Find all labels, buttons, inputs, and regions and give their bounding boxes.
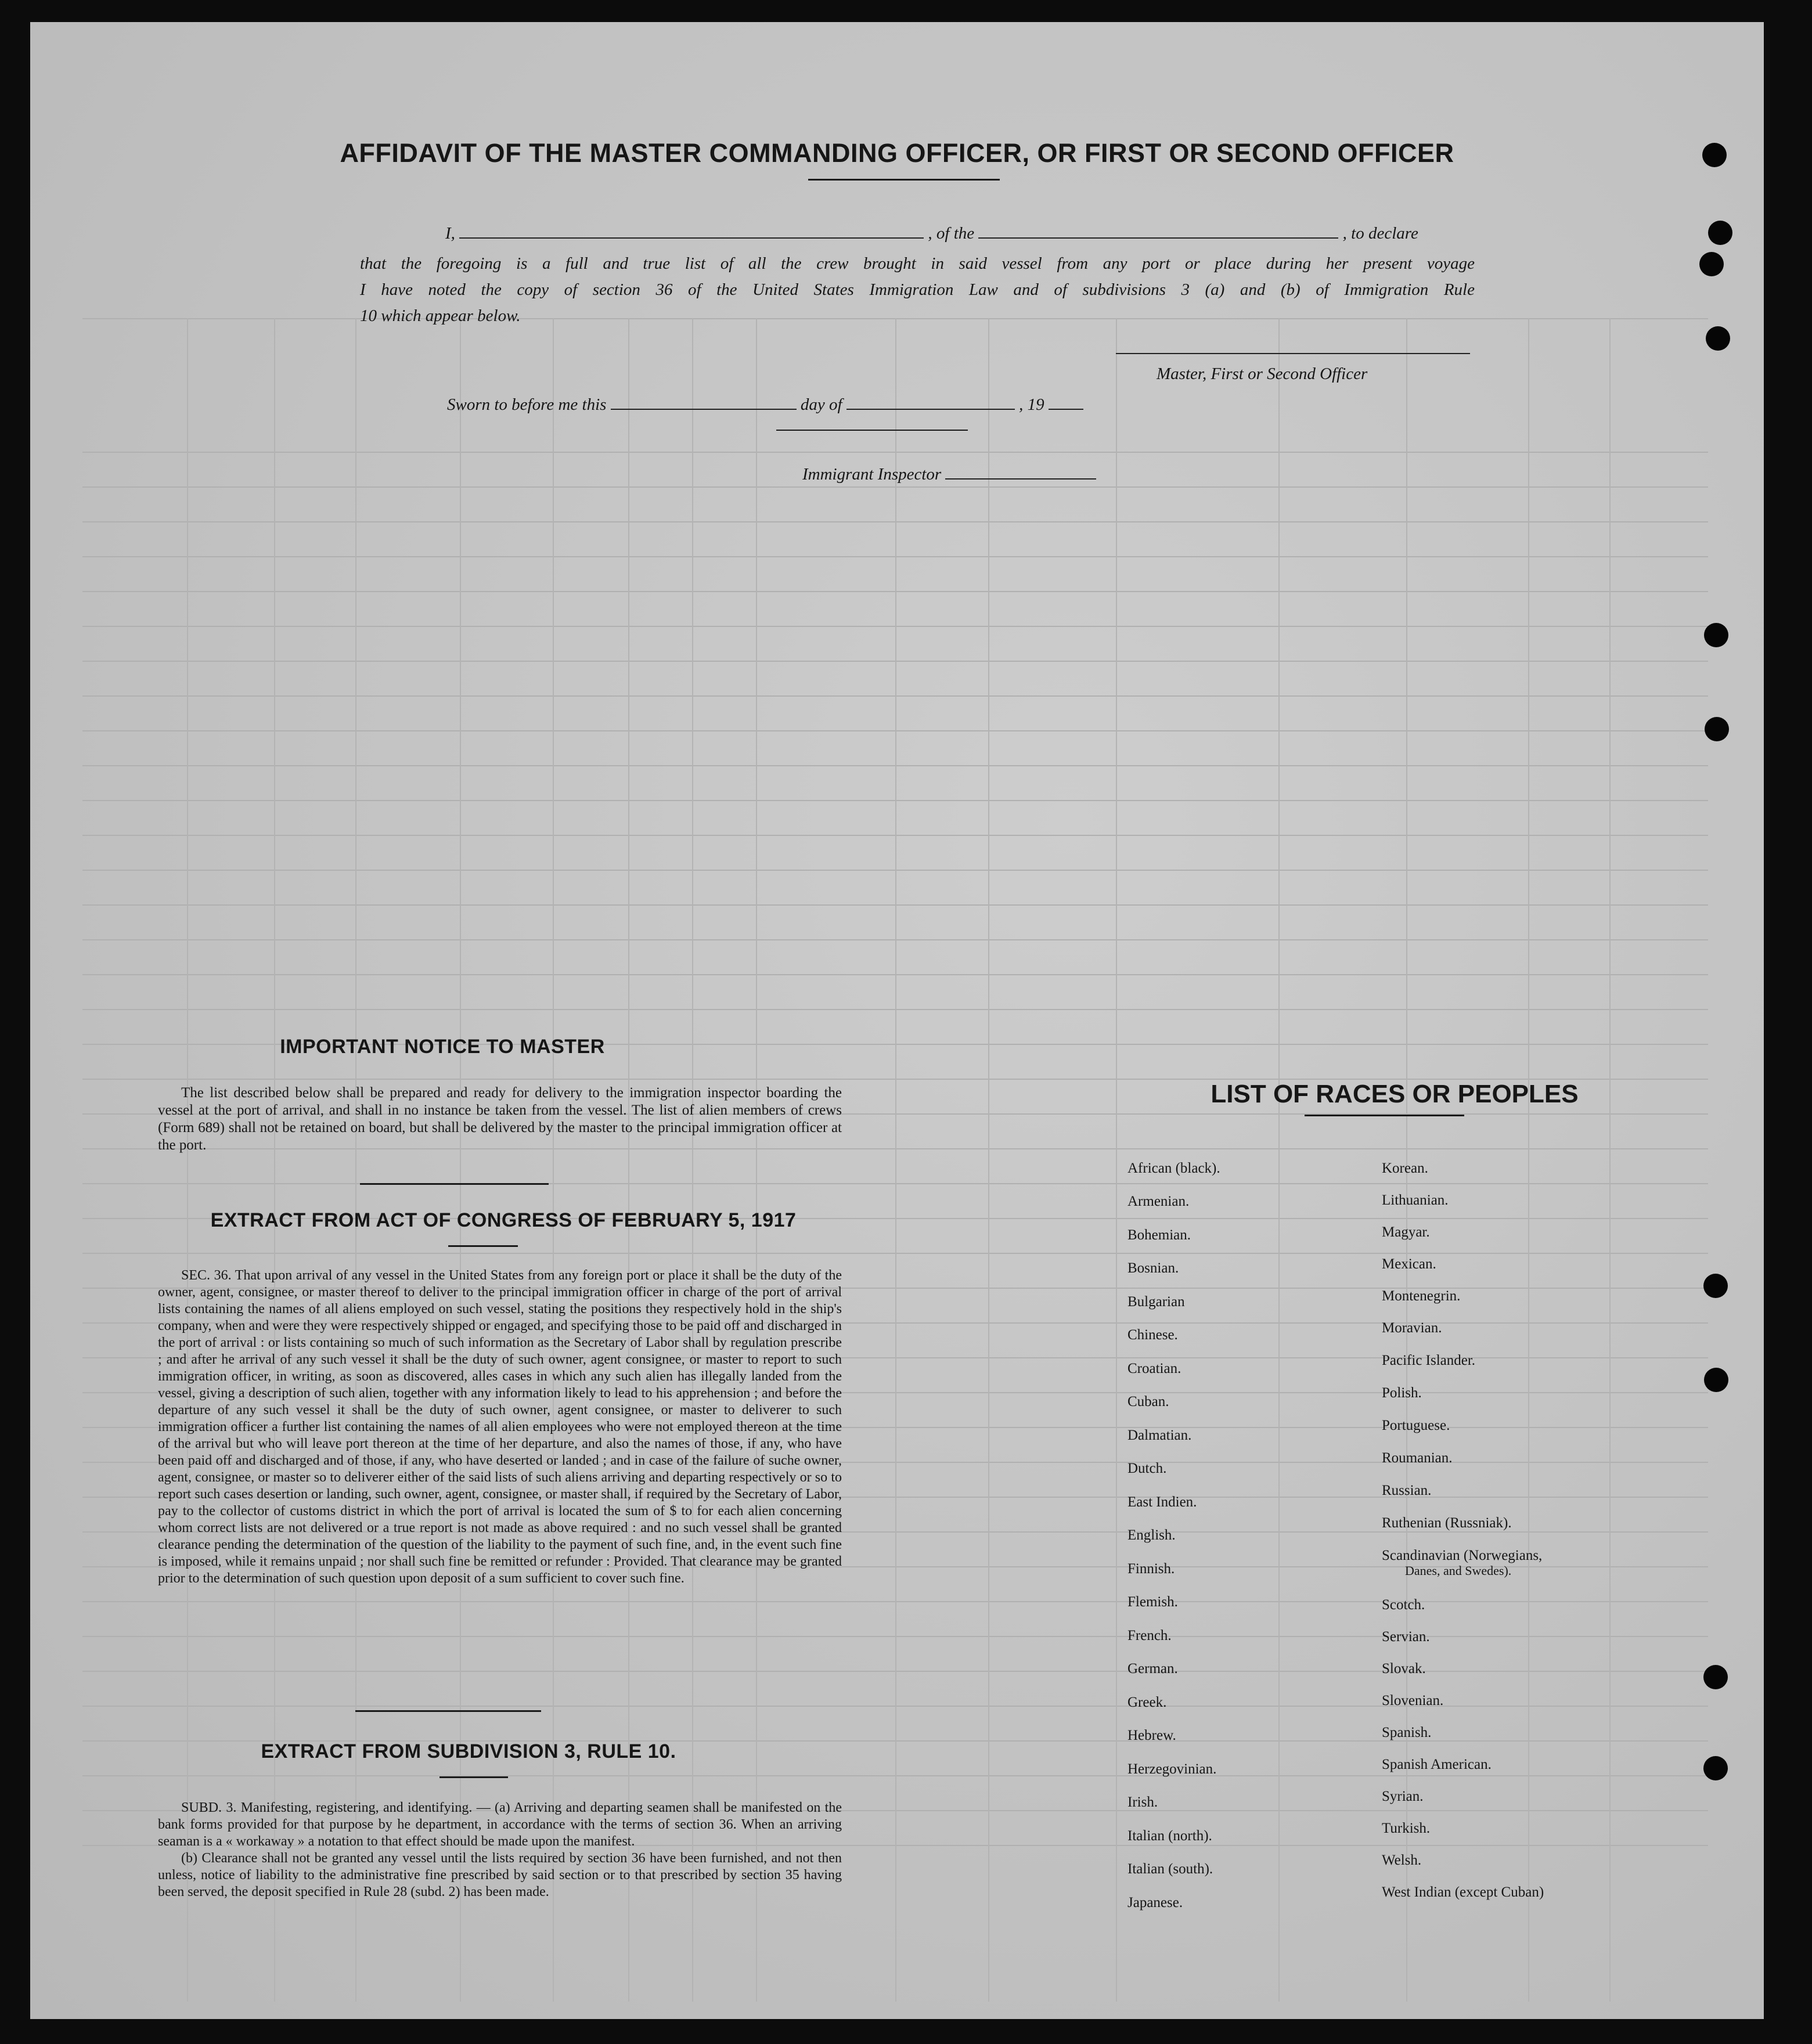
race-item: French. (1127, 1628, 1172, 1643)
punch-hole (1705, 717, 1729, 741)
race-item: Slovak. (1382, 1661, 1426, 1677)
act-rule (448, 1245, 518, 1247)
race-item: Flemish. (1127, 1594, 1178, 1610)
race-scandinavian-line-2: Danes, and Swedes). (1405, 1563, 1512, 1578)
affidavit-line-4: 10 which appear below. (360, 307, 521, 325)
affidavit-line-3: I have noted the copy of section 36 of the United States Immigration Law and of subdivisions 3 (a) and (b) of Immigration Rule (360, 280, 1475, 299)
race-item: Welsh. (1382, 1852, 1422, 1868)
race-item: Italian (north). (1127, 1828, 1212, 1844)
punch-hole (1708, 221, 1732, 245)
rule-title: EXTRACT FROM SUBDIVISION 3, RULE 10. (261, 1740, 676, 1762)
punch-hole (1704, 623, 1728, 647)
notice-title: IMPORTANT NOTICE TO MASTER (280, 1036, 605, 1058)
race-item: Pacific Islander. (1382, 1353, 1476, 1368)
race-item: Turkish. (1382, 1821, 1431, 1836)
race-item: Bohemian. (1127, 1227, 1191, 1243)
race-scandinavian-line-1: Scandinavian (Norwegians, (1382, 1548, 1543, 1563)
race-item: Japanese. (1127, 1895, 1183, 1910)
act-text (158, 1267, 842, 1587)
sworn-line (447, 394, 1083, 414)
race-item: Portuguese. (1382, 1418, 1450, 1433)
sworn-rule (776, 430, 968, 431)
race-item: Chinese. (1127, 1327, 1178, 1343)
race-item: Polish. (1382, 1385, 1422, 1401)
sworn-day-field[interactable] (611, 394, 797, 410)
race-item: West Indian (except Cuban) (1382, 1884, 1544, 1900)
race-item-scandinavian (1382, 1548, 1542, 1578)
race-item: Armenian. (1127, 1194, 1190, 1209)
race-item: German. (1127, 1661, 1178, 1677)
race-item: Finnish. (1127, 1561, 1175, 1577)
signature-label: Master, First or Second Officer (1157, 365, 1368, 383)
vessel-name-field[interactable] (978, 222, 1338, 239)
rule-paragraph-a: SUBD. 3. Manifesting, registering, and identifying. — (a) Arriving and departing seamen shall be manifested on the bank forms provided for that purpose by he department, in accordance with the terms of section 36. When an arriving seaman is a « workaway » a notation to that effect should be made upon the manifest. (158, 1800, 842, 1849)
race-item: Roumanian. (1382, 1450, 1453, 1466)
act-title: EXTRACT FROM ACT OF CONGRESS OF FEBRUARY 5, 1917 (210, 1209, 797, 1231)
inspector-signature-field[interactable] (945, 463, 1096, 480)
race-item: Montenegrin. (1382, 1288, 1461, 1304)
punch-hole (1703, 1274, 1728, 1298)
race-item: Magyar. (1382, 1224, 1430, 1240)
race-item: Mexican. (1382, 1256, 1436, 1272)
race-item: Croatian. (1127, 1361, 1181, 1376)
punch-hole (1699, 252, 1724, 276)
race-item: East Indien. (1127, 1494, 1197, 1510)
races-rule (1305, 1115, 1464, 1116)
title-rule (808, 179, 1000, 181)
punch-hole (1703, 1756, 1728, 1780)
race-item: Bulgarian (1127, 1294, 1185, 1310)
race-item: Irish. (1127, 1794, 1158, 1810)
rule-text (158, 1800, 842, 1901)
officer-signature-field[interactable] (1116, 336, 1470, 354)
rule-title-rule (440, 1776, 508, 1778)
race-item: Syrian. (1382, 1789, 1424, 1804)
day-of-label: day of (800, 395, 842, 414)
year-label: , 19 (1019, 395, 1044, 414)
show-through-background (30, 22, 1764, 2019)
notice-rule (360, 1183, 549, 1185)
race-item: African (black). (1127, 1160, 1220, 1176)
punch-hole (1702, 143, 1727, 167)
race-item: English. (1127, 1527, 1176, 1543)
rule-paragraph-b: (b) Clearance shall not be granted any vessel until the lists required by section 36 have been furnished, and not then unless, notice of liability to the administrative fine prescribed by said section or to that prescribed by section 35 having been served, the deposit specified in Rule 28 (subd. 2) has been made. (158, 1851, 842, 1899)
race-item: Scotch. (1382, 1597, 1425, 1613)
punch-hole (1704, 1368, 1728, 1392)
race-item: Dalmatian. (1127, 1427, 1192, 1443)
affidavit-line-2: that the foregoing is a full and true list of all the crew brought in said vessel from any port or place during her present voyage (360, 254, 1475, 273)
affidavit-declare: , to declare (1342, 224, 1418, 243)
race-item: Dutch. (1127, 1461, 1167, 1476)
race-item: Herzegovinian. (1127, 1761, 1217, 1777)
master-name-field[interactable] (459, 222, 924, 239)
affidavit-line-1 (445, 222, 1418, 243)
document-page (30, 22, 1764, 2019)
sworn-month-field[interactable] (846, 394, 1015, 410)
sworn-year-field[interactable] (1049, 394, 1083, 410)
race-item: Lithuanian. (1382, 1192, 1449, 1208)
affidavit-of-the: , of the (928, 224, 975, 243)
inspector-label: Immigrant Inspector (802, 465, 942, 484)
sworn-label: Sworn to before me this (447, 395, 607, 414)
notice-paragraph: The list described below shall be prepared and ready for delivery to the immigration inspector boarding the vessel at the port of arrival, and shall in no instance be taken from the vessel. The list of alien members of crews (Form 689) shall not be retained on board, but shall be delivered by the master to the principal immigration officer at the port. (158, 1085, 842, 1153)
notice-text (158, 1084, 842, 1154)
race-item: Russian. (1382, 1483, 1432, 1498)
race-item: Spanish American. (1382, 1757, 1492, 1772)
race-item: Servian. (1382, 1629, 1430, 1645)
race-item: Italian (south). (1127, 1861, 1213, 1877)
punch-hole (1706, 326, 1730, 351)
act-paragraph: SEC. 36. That upon arrival of any vessel in the United States from any foreign port or place it shall be the duty of the owner, agent, consignee, or master thereof to deliver to the principal immigration officer in charge of the port of arrival lists containing the names of all aliens employed on such vessel, stating the positions they respectively hold in the ship's company, when and were they were respectively shipped or engaged, and specifying those to be paid off and discharged in the port of arrival : or lists containing so much of such information as the Secretary of Labor shall by regulation prescribe ; and after he arrival of any such vessel it shall be the duty of such owner, agent consignee, or master to report to such immigration officer, in writing, as soon as discovered, alles cases in which any such alien has illegally landed from the vessel, giving a description of such alien, together with any information likely to lead to his apprehension ; and before the departure of any such vessel it shall be the duty of such owner, agent consignee, or master to deliverer to such immigration officer a further list containing the names of all alien employees who were not employed thereon at the time of the arrival but who will leave port thereon at the time of her departure, and also the names of those, if any, who have been paid off and discharged and of those, if any, who have deserted or landed ; and in case of the failure of suche owner, agent, consignee, or master so to deliverer either of the said lists of such aliens arriving and departing respectively or so to report such cases desertion or landing, such owner, agent, consignee, or master shall, if required by the Secretary of Labor, pay to the collector of customs district in which the port of arrival is located the sum of $ to for each alien concerning whom correct lists are not delivered or a true report is not made as above required : and no such vessel shall be granted clearance pending the determination of the question of the liability to the payment of such fine, and, in the event such fine is imposed, while it remains unpaid ; nor shall such fine be remitted or refunder : Provided. That clearance may be granted prior to the determination of such question upon deposit of a sum sufficient to cover such fine. (158, 1268, 842, 1586)
act-end-rule (355, 1710, 541, 1712)
race-item: Ruthenian (Russniak). (1382, 1515, 1512, 1531)
inspector-line (802, 463, 1096, 484)
race-item: Hebrew. (1127, 1728, 1176, 1743)
race-item: Bosnian. (1127, 1260, 1179, 1276)
race-item: Cuban. (1127, 1394, 1169, 1409)
race-item: Slovenian. (1382, 1693, 1444, 1708)
races-title: LIST OF RACES OR PEOPLES (1211, 1080, 1579, 1108)
race-item: Korean. (1382, 1160, 1428, 1176)
race-item: Moravian. (1382, 1320, 1442, 1336)
race-item: Greek. (1127, 1695, 1167, 1710)
punch-hole (1703, 1665, 1728, 1689)
affidavit-title: AFFIDAVIT OF THE MASTER COMMANDING OFFICER, OR FIRST OR SECOND OFFICER (340, 138, 1454, 168)
affidavit-i: I, (445, 224, 455, 243)
race-item: Spanish. (1382, 1725, 1432, 1740)
